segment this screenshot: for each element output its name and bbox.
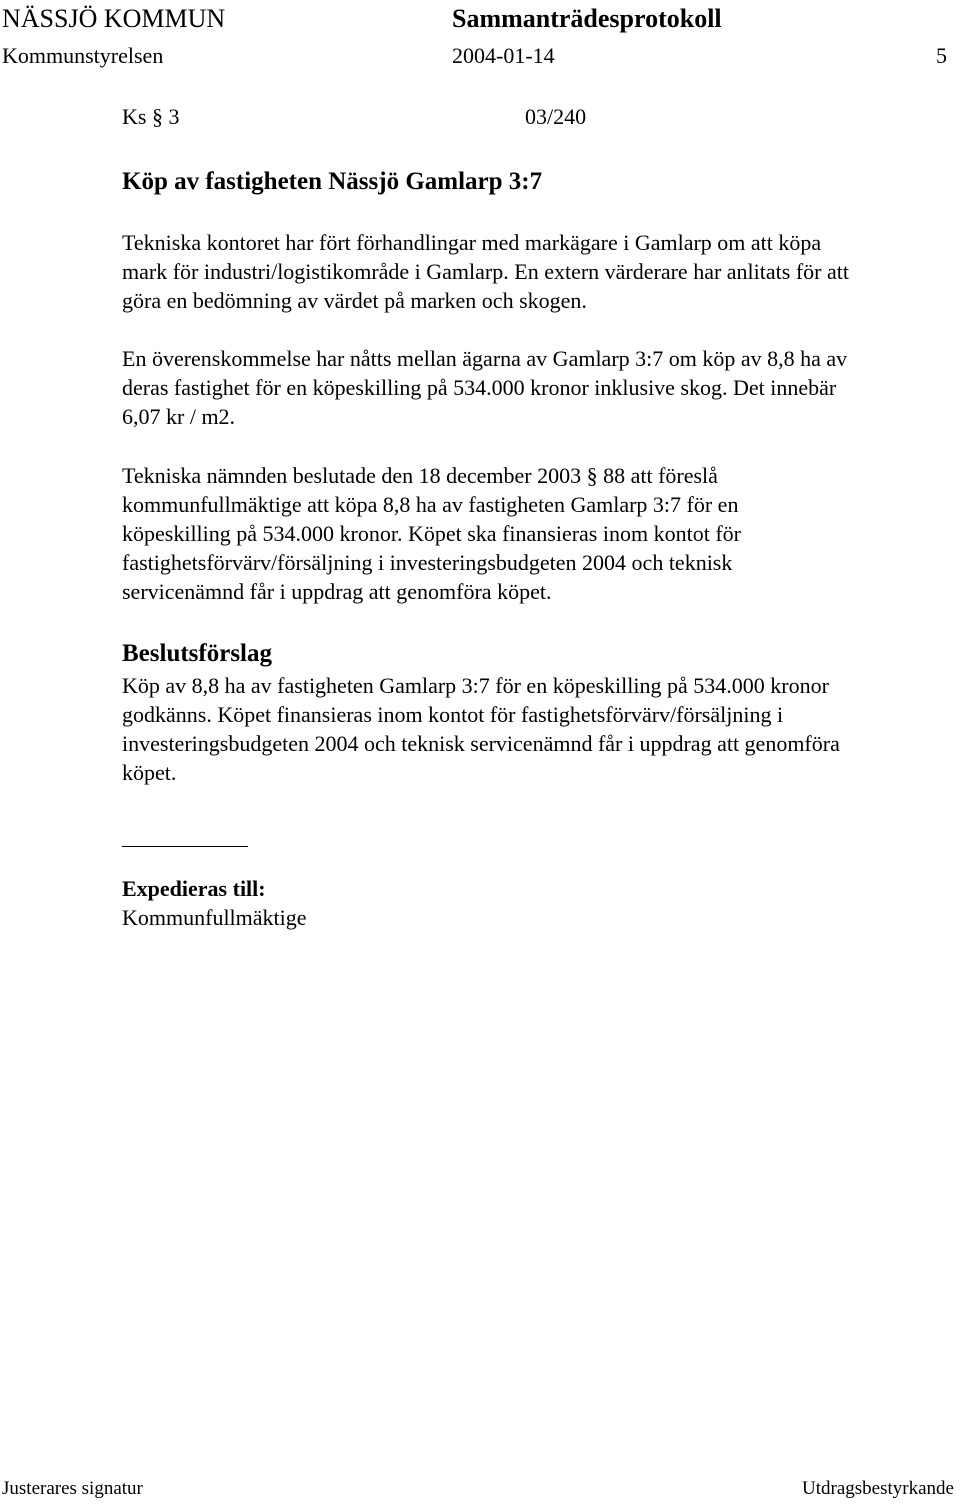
footer-certification-label: Utdragsbestyrkande — [802, 1478, 954, 1499]
paragraph-line: köpeskilling på 534.000 kronor. Köpet ska finansieras inom kontot för — [122, 521, 741, 546]
proposal-line: köpet. — [122, 760, 177, 785]
paragraph-line: kommunfullmäktige att köpa 8,8 ha av fastigheten Gamlarp 3:7 för en — [122, 492, 739, 517]
proposal-heading: Beslutsförslag — [122, 640, 272, 667]
organization-name: NÄSSJÖ KOMMUN — [2, 4, 226, 33]
separator-line — [122, 846, 248, 847]
paragraph-line: servicenämnd får i uppdrag att genomföra köpet. — [122, 579, 552, 604]
footer-signature-label: Justerares signatur — [2, 1478, 143, 1499]
paragraph-1 — [122, 228, 952, 315]
paragraph-line: Tekniska kontoret har fört förhandlingar med markägare i Gamlarp om att köpa — [122, 230, 822, 255]
case-title: Köp av fastigheten Nässjö Gamlarp 3:7 — [122, 168, 543, 195]
document-type: Sammanträdesprotokoll — [452, 4, 722, 33]
paragraph-line: deras fastighet för en köpeskilling på 534.000 kronor inklusive skog. Det innebär — [122, 375, 837, 400]
meeting-date: 2004-01-14 — [452, 43, 555, 68]
paragraph-3 — [122, 461, 952, 606]
distribution-label: Expedieras till: — [122, 876, 266, 901]
paragraph-line: 6,07 kr / m2. — [122, 404, 236, 429]
diary-number: 03/240 — [525, 104, 587, 129]
paragraph-line: göra en bedömning av värdet på marken och skogen. — [122, 288, 587, 313]
paragraph-line: Tekniska nämnden beslutade den 18 december 2003 § 88 att föreslå — [122, 463, 718, 488]
proposal-text — [122, 671, 952, 787]
proposal-line: investeringsbudgeten 2004 och teknisk servicenämnd får i uppdrag att genomföra — [122, 731, 840, 756]
proposal-line: Köp av 8,8 ha av fastigheten Gamlarp 3:7 för en köpeskilling på 534.000 kronor — [122, 673, 829, 698]
paragraph-line: mark för industri/logistikområde i Gamlarp. En extern värderare har anlitats för att — [122, 259, 849, 284]
committee-name: Kommunstyrelsen — [2, 43, 164, 68]
paragraph-2 — [122, 344, 952, 431]
page-number: 5 — [936, 43, 947, 68]
paragraph-line: En överenskommelse har nåtts mellan ägarna av Gamlarp 3:7 om köp av 8,8 ha av — [122, 346, 848, 371]
proposal-line: godkänns. Köpet finansieras inom kontot för fastighetsförvärv/försäljning i — [122, 702, 784, 727]
distribution-recipient: Kommunfullmäktige — [122, 905, 307, 930]
paragraph-line: fastighetsförvärv/försäljning i investeringsbudgeten 2004 och teknisk — [122, 550, 733, 575]
case-number: Ks § 3 — [122, 104, 180, 129]
